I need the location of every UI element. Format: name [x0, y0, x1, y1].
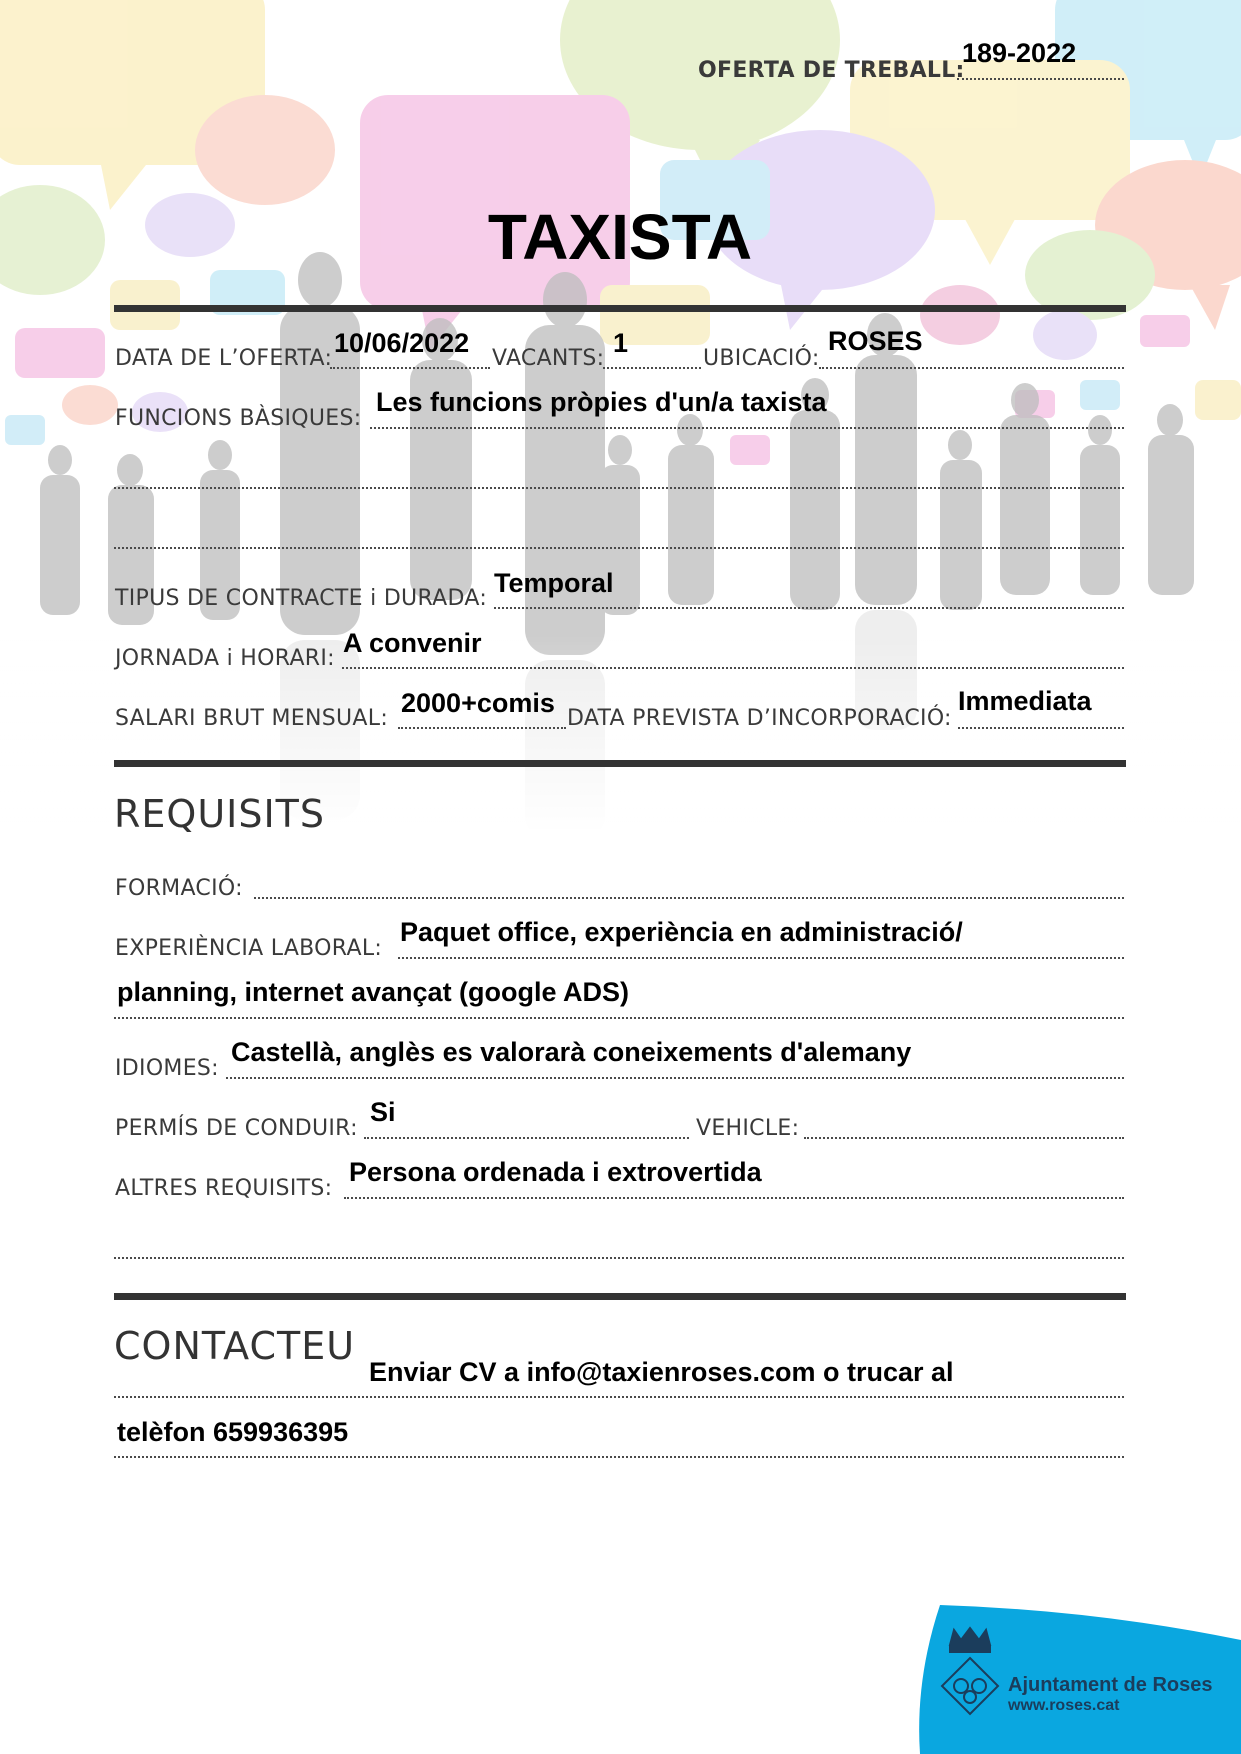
divider [114, 305, 1126, 312]
start-date-label: DATA PREVISTA D’INCORPORACIÓ: [567, 706, 952, 731]
date-dots [330, 367, 490, 369]
offer-number-dots [957, 78, 1124, 80]
divider [114, 1293, 1126, 1300]
requirements-heading: REQUISITS [114, 792, 326, 836]
languages-dots [226, 1077, 1124, 1079]
contract-dots [494, 607, 1124, 609]
contact-line2: telèfon 659936395 [117, 1417, 349, 1447]
schedule-value: A convenir [343, 628, 482, 658]
contract-label: TIPUS DE CONTRACTE i DURADA: [115, 586, 488, 611]
training-label: FORMACIÓ: [115, 876, 243, 901]
other-requirements-dots-2 [114, 1257, 1124, 1259]
date-label: DATA DE L’OFERTA: [115, 346, 333, 371]
experience-value-line2: planning, internet avançat (google ADS) [117, 977, 630, 1007]
languages-label: IDIOMES: [115, 1056, 219, 1081]
start-date-value: Immediata [958, 686, 1092, 716]
functions-label: FUNCIONS BÀSIQUES: [115, 406, 362, 431]
vehicle-dots [804, 1137, 1124, 1139]
vehicle-label: VEHICLE: [696, 1116, 800, 1141]
languages-value: Castellà, anglès es valorarà coneixements d'alemany [231, 1037, 912, 1067]
contact-heading: CONTACTEU [114, 1324, 356, 1368]
location-label: UBICACIÓ: [703, 346, 820, 371]
license-dots [364, 1137, 689, 1139]
experience-dots-2 [114, 1017, 1124, 1019]
other-requirements-dots [344, 1197, 1124, 1199]
license-label: PERMÍS DE CONDUIR: [115, 1116, 358, 1141]
contract-value: Temporal [494, 568, 614, 598]
other-requirements-value: Persona ordenada i extrovertida [349, 1157, 762, 1187]
date-value: 10/06/2022 [334, 328, 470, 358]
salary-dots [398, 727, 566, 729]
vacancies-label: VACANTS: [492, 346, 605, 371]
schedule-label: JORNADA i HORARI: [115, 646, 335, 671]
vacancies-dots [603, 367, 701, 369]
offer-number-value: 189-2022 [962, 38, 1077, 68]
other-requirements-label: ALTRES REQUISITS: [115, 1176, 333, 1201]
page-title: TAXISTA [487, 201, 753, 273]
contact-line1: Enviar CV a info@taxienroses.com o trucar al [369, 1357, 954, 1387]
location-dots [819, 367, 1124, 369]
start-date-dots [958, 727, 1124, 729]
salary-value: 2000+comis [401, 688, 555, 718]
functions-dots-2 [114, 487, 1124, 489]
functions-dots-3 [114, 547, 1124, 549]
functions-dots [370, 427, 1124, 429]
license-value: Si [370, 1097, 396, 1127]
footer-website-link[interactable]: www.roses.cat [1008, 1697, 1120, 1714]
divider [114, 760, 1126, 767]
contact-dots-2 [114, 1456, 1124, 1458]
vacancies-value: 1 [613, 328, 629, 358]
location-value: ROSES [828, 326, 923, 356]
offer-number-label: OFERTA DE TREBALL: [698, 58, 965, 83]
functions-value: Les funcions pròpies d'un/a taxista [376, 387, 827, 417]
footer-org-name: Ajuntament de Roses [1008, 1674, 1213, 1696]
training-dots [254, 897, 1124, 899]
experience-label: EXPERIÈNCIA LABORAL: [115, 936, 383, 961]
contact-dots [114, 1396, 1124, 1398]
salary-label: SALARI BRUT MENSUAL: [115, 706, 389, 731]
experience-value-line1: Paquet office, experiència en administració/ [400, 917, 963, 947]
experience-dots [398, 957, 1124, 959]
schedule-dots [342, 667, 1124, 669]
